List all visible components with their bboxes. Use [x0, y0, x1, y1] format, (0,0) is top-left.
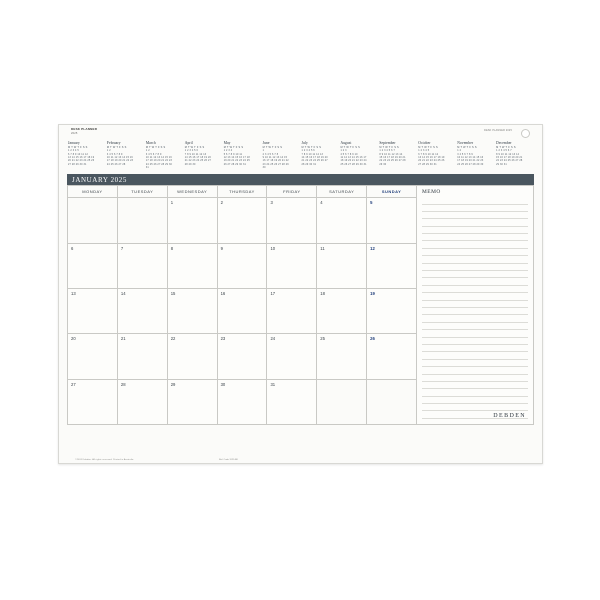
mini-month-weeks: [302, 149, 339, 165]
mini-month-week-row: 6 7 8 9 10 11 12: [68, 152, 88, 156]
mini-month-week-row: 30: [262, 165, 266, 169]
mini-month-week-row: 1 2 3 4 5: [418, 149, 430, 153]
mini-month-week-row: 23 24 25 26 27 28 29: [262, 162, 289, 166]
calendar-day-number: 27: [71, 381, 76, 387]
calendar-week-row: [68, 244, 417, 289]
mini-month-week-row: 15 16 17 18 19 20 21: [496, 155, 523, 159]
mini-month-week-row: 15 16 17 18 19 20 21: [379, 155, 406, 159]
calendar-day-cell[interactable]: [267, 289, 317, 334]
memo-line[interactable]: [422, 286, 528, 293]
calendar-day-number: 30: [220, 381, 226, 387]
calendar-day-number: 3: [270, 200, 273, 206]
mini-month-november: [456, 141, 495, 169]
pad-header-strip: [59, 125, 542, 141]
calendar-day-cell[interactable]: [267, 380, 317, 425]
mini-month-weekday-header: M T W T F S S: [457, 145, 477, 149]
mini-month-week-row: 14 15 16 17 18 19 20: [301, 155, 328, 159]
mini-month-week-row: 1 2 3 4 5 6 7: [496, 149, 512, 153]
mini-month-weeks: [340, 149, 377, 165]
calendar-day-number: 20: [71, 336, 76, 342]
calendar-day-cell[interactable]: [168, 334, 218, 379]
memo-line[interactable]: [422, 256, 528, 263]
mini-month-week-row: 1 2 3: [340, 149, 347, 153]
memo-line[interactable]: [422, 212, 528, 219]
mini-month-week-row: 24 25 26 27 28: [106, 162, 126, 166]
mini-month-weeks: [418, 149, 455, 165]
mini-month-weeks: [224, 149, 261, 165]
calendar-week-row: [68, 334, 417, 379]
mini-month-title: April: [184, 141, 193, 145]
calendar-day-cell[interactable]: [68, 334, 118, 379]
memo-lines[interactable]: [422, 197, 528, 422]
mini-month-title: July: [301, 141, 308, 145]
memo-line[interactable]: [422, 323, 528, 330]
calendar-day-cell-empty[interactable]: [367, 380, 417, 425]
memo-line[interactable]: [422, 249, 528, 256]
mini-month-july: [301, 141, 340, 169]
mini-month-title: December: [496, 141, 512, 145]
mini-month-week-row: 17 18 19 20 21 22 23: [106, 159, 134, 163]
pad-brand-line2: 2025: [71, 131, 78, 135]
month-title: JANUARY 2025: [72, 175, 127, 184]
mini-month-week-row: 16 17 18 19 20 21 22: [262, 159, 289, 163]
calendar-day-cell[interactable]: [317, 334, 367, 379]
mini-month-week-row: 4 5 6 7 8 9 10: [340, 152, 358, 156]
mini-month-week-row: 3 4 5 6 7 8 9: [145, 152, 162, 156]
mini-month-weekday-header: M T W T F S S: [184, 145, 205, 149]
desk-planner-pad: [58, 124, 543, 464]
mini-month-weekday-header: M T W T F S S: [262, 145, 283, 149]
weekday-header-sunday: SUNDAY: [367, 186, 417, 198]
weekday-header-tuesday: TUESDAY: [118, 186, 168, 198]
calendar-day-cell[interactable]: [68, 289, 118, 334]
mini-month-week-row: 22 23 24 25 26 27 28: [496, 159, 523, 163]
calendar-day-number: 5: [370, 200, 373, 206]
calendar-day-cell[interactable]: [267, 198, 317, 243]
mini-month-week-row: 3 4 5 6 7 8 9: [106, 152, 123, 156]
calendar-day-number: 28: [120, 381, 126, 387]
calendar-day-cell[interactable]: [118, 289, 168, 334]
memo-line[interactable]: [422, 397, 528, 404]
calendar-day-number: 14: [120, 290, 126, 296]
mini-month-weekday-header: M T W T F S S: [418, 145, 438, 149]
mini-month-february: [106, 141, 145, 169]
mini-month-week-row: 31: [145, 165, 149, 169]
mini-month-week-row: 12 13 14 15 16 17 18: [223, 155, 250, 159]
mini-month-week-row: 1 2: [457, 149, 462, 153]
mini-month-october: [417, 141, 456, 169]
mini-month-weeks: [379, 149, 416, 165]
calendar-week-row: [68, 380, 417, 425]
memo-line[interactable]: [422, 345, 528, 352]
mini-month-weekday-header: M T W T F S S: [145, 145, 166, 149]
mini-month-week-row: 29 30: [379, 162, 387, 166]
mini-month-weeks: [68, 149, 105, 165]
mini-month-week-row: 21 22 23 24 25 26 27: [184, 159, 211, 163]
mini-month-may: [223, 141, 262, 169]
calendar-day-cell[interactable]: [367, 244, 417, 289]
memo-line[interactable]: [422, 315, 528, 322]
weekday-header-thursday: THURSDAY: [218, 186, 268, 198]
calendar-day-number: 26: [370, 336, 375, 342]
calendar-day-cell[interactable]: [317, 198, 367, 243]
mini-month-week-row: 1 2 3 4 5: [68, 149, 79, 153]
calendar-day-number: 13: [71, 290, 76, 296]
memo-line[interactable]: [422, 375, 528, 382]
mini-month-week-row: 7 8 9 10 11 12 13: [301, 152, 324, 156]
mini-month-weeks: [146, 149, 183, 169]
calendar-day-number: 10: [270, 245, 276, 251]
mini-month-week-row: 27 28 29 30 31: [68, 162, 87, 166]
calendar-day-cell[interactable]: [317, 289, 367, 334]
year-planner-band: [67, 141, 534, 172]
mini-month-week-row: 17 18 19 20 21 22 23: [145, 159, 173, 163]
mini-month-march: [145, 141, 184, 169]
calendar-day-number: 29: [170, 381, 176, 387]
mini-month-week-row: 17 18 19 20 21 22 23: [457, 159, 484, 163]
mini-month-week-row: 10 11 12 13 14 15 16: [106, 155, 133, 159]
copyright-footnote: ©2024 Debden. All rights reserved. Printed in Australia.: [75, 459, 135, 461]
calendar-day-cell[interactable]: [367, 289, 417, 334]
calendar-day-number: 2: [220, 200, 223, 206]
memo-line[interactable]: [422, 330, 528, 337]
mini-month-week-row: 11 12 13 14 15 16 17: [340, 155, 367, 159]
calendar-day-cell[interactable]: [267, 244, 317, 289]
calendar-day-cell[interactable]: [218, 380, 268, 425]
calendar-day-cell[interactable]: [168, 244, 218, 289]
calendar-day-number: 19: [370, 290, 375, 296]
calendar-day-cell[interactable]: [218, 334, 268, 379]
calendar-day-number: 4: [320, 200, 323, 206]
calendar-day-cell[interactable]: [68, 380, 118, 425]
mini-month-title: January: [68, 141, 80, 145]
calendar-day-cell-empty[interactable]: [118, 198, 168, 243]
mini-month-week-row: 8 9 10 11 12 13 14: [379, 152, 403, 156]
pad-brand-block: [71, 128, 97, 135]
weekday-header-row: [68, 186, 417, 198]
mini-month-week-row: 1 2 3 4 5 6 7: [379, 149, 396, 153]
calendar-day-number: 1: [170, 200, 174, 206]
mini-month-week-row: 1 2 3 4: [223, 149, 233, 153]
mini-month-week-row: 24 25 26 27 28 29 30: [145, 162, 173, 166]
calendar-day-cell[interactable]: [218, 244, 268, 289]
calendar-week-row: [68, 289, 417, 334]
mini-month-weeks: [457, 149, 494, 165]
calendar-day-number: 17: [270, 290, 276, 296]
mini-month-weeks: [185, 149, 222, 165]
mini-month-week-row: 28 29 30 31: [301, 162, 317, 166]
mini-month-title: September: [379, 141, 396, 145]
mini-month-december: [495, 141, 534, 169]
pad-header-right-label: DESK PLANNER 2025: [484, 129, 512, 132]
mini-month-week-row: 20 21 22 23 24 25 26: [418, 159, 445, 163]
mini-month-weekday-header: M T W T F S S: [223, 145, 244, 149]
memo-line[interactable]: [422, 338, 528, 345]
mini-month-week-row: 1: [262, 149, 265, 153]
memo-line[interactable]: [422, 264, 528, 271]
calendar-day-cell[interactable]: [168, 380, 218, 425]
weekday-header-monday: MONDAY: [68, 186, 118, 198]
mini-month-weekday-header: M T W T F S S: [340, 145, 361, 149]
mini-month-title: March: [145, 141, 156, 145]
mini-month-week-row: 2 3 4 5 6 7 8: [262, 152, 279, 156]
mini-month-title: May: [223, 141, 231, 145]
calendar-day-number: 12: [370, 245, 375, 251]
calendar-day-number: 21: [120, 336, 126, 342]
debden-logo: DEBDEN: [493, 413, 526, 420]
memo-line[interactable]: [422, 308, 528, 315]
mini-month-title: February: [106, 141, 121, 145]
mini-month-week-row: 1 2: [106, 149, 111, 153]
calendar-day-cell[interactable]: [168, 198, 218, 243]
mini-month-week-row: 6 7 8 9 10 11 12: [418, 152, 439, 156]
mini-month-week-row: 20 21 22 23 24 25 26: [68, 159, 95, 163]
calendar-day-cell[interactable]: [267, 334, 317, 379]
mini-month-week-row: 9 10 11 12 13 14 15: [262, 155, 288, 159]
calendar-day-number: 23: [220, 336, 226, 342]
mini-month-week-row: 10 11 12 13 14 15 16: [145, 155, 172, 159]
mini-month-week-row: 1 2 3 4 5 6: [301, 149, 315, 153]
mini-month-week-row: 27 28 29 30 31: [418, 162, 437, 166]
calendar-week-row: [68, 198, 417, 243]
memo-line[interactable]: [422, 219, 528, 226]
memo-line[interactable]: [422, 241, 528, 248]
memo-line[interactable]: [422, 197, 528, 204]
calendar-day-number: 6: [71, 245, 74, 251]
mini-month-week-row: 29 30 31: [496, 162, 507, 166]
mini-month-weeks: [263, 149, 300, 169]
calendar-day-cell[interactable]: [68, 244, 118, 289]
calendar-day-number: 16: [220, 290, 226, 296]
memo-line[interactable]: [422, 382, 528, 389]
memo-line[interactable]: [422, 293, 528, 300]
mini-month-weeks: [496, 149, 533, 165]
mini-month-september: [378, 141, 417, 169]
calendar-day-cell-empty[interactable]: [317, 380, 367, 425]
month-title-bar: [67, 174, 534, 185]
mini-month-august: [339, 141, 378, 169]
mini-month-title: June: [262, 141, 270, 145]
calendar-day-number: 11: [320, 245, 325, 251]
calendar-day-cell[interactable]: [218, 289, 268, 334]
mini-month-weekday-header: M T W T F S S: [379, 145, 399, 149]
hang-hole-icon: [521, 129, 530, 138]
calendar-day-number: 22: [170, 336, 176, 342]
mini-month-week-row: 3 4 5 6 7 8 9: [457, 152, 473, 156]
month-grid: [67, 185, 417, 425]
mini-month-january: [67, 141, 106, 169]
mini-month-week-row: 22 23 24 25 26 27 28: [379, 159, 406, 163]
calendar-day-number: 31: [270, 381, 276, 387]
mini-month-week-row: 19 20 21 22 23 24 25: [223, 159, 250, 163]
calendar-day-number: 9: [220, 245, 223, 251]
mini-month-week-row: 26 27 28 29 30 31: [223, 162, 247, 166]
weekday-header-wednesday: WEDNESDAY: [168, 186, 218, 198]
calendar-day-number: 15: [170, 290, 176, 296]
pad-brand-line1: DESK PLANNER: [71, 127, 98, 131]
mini-month-week-row: 21 22 23 24 25 26 27: [301, 159, 328, 163]
memo-line[interactable]: [422, 389, 528, 396]
memo-line[interactable]: [422, 271, 528, 278]
calendar-day-number: 25: [320, 336, 325, 342]
calendar-day-number: 24: [270, 336, 276, 342]
memo-title: MEMO: [422, 189, 441, 196]
memo-line[interactable]: [422, 205, 528, 212]
mini-month-weekday-header: M T W T F S S: [68, 145, 88, 149]
calendar-day-cell[interactable]: [367, 334, 417, 379]
calendar-day-cell[interactable]: [118, 244, 168, 289]
memo-line[interactable]: [422, 360, 528, 367]
calendar-day-cell[interactable]: [218, 198, 268, 243]
mini-month-week-row: 7 8 9 10 11 12 13: [184, 152, 207, 156]
mini-month-april: [184, 141, 223, 169]
calendar-day-cell[interactable]: [168, 289, 218, 334]
calendar-day-number: 18: [320, 290, 325, 296]
memo-line[interactable]: [422, 227, 528, 234]
mini-month-week-row: 13 14 15 16 17 18 19: [418, 155, 445, 159]
mini-month-week-row: 10 11 12 13 14 15 16: [457, 155, 484, 159]
mini-month-weeks: [107, 149, 144, 165]
mini-month-weekday-header: M T W T F S S: [496, 145, 516, 149]
weekday-header-saturday: SATURDAY: [317, 186, 367, 198]
mini-month-week-row: 13 14 15 16 17 18 19: [68, 155, 95, 159]
mini-month-week-row: 1 2: [145, 149, 150, 153]
mini-month-week-row: 1 2 3 4 5 6: [184, 149, 199, 153]
memo-line[interactable]: [422, 234, 528, 241]
calendar-day-cell[interactable]: [118, 380, 168, 425]
memo-line[interactable]: [422, 352, 528, 359]
mini-month-title: August: [340, 141, 352, 145]
calendar-day-cell[interactable]: [317, 244, 367, 289]
calendar-day-cell-empty[interactable]: [68, 198, 118, 243]
memo-line[interactable]: [422, 367, 528, 374]
mini-month-title: October: [418, 141, 431, 145]
mini-month-week-row: 28 29 30: [184, 162, 196, 166]
mini-month-week-row: 24 25 26 27 28 29 30: [457, 162, 484, 166]
memo-panel: [417, 185, 534, 425]
product-code-footnote: Ref. Code 3125-BK: [219, 459, 238, 461]
calendar-day-cell[interactable]: [367, 198, 417, 243]
memo-line[interactable]: [422, 301, 528, 308]
mini-month-week-row: 25 26 27 28 29 30 31: [340, 162, 367, 166]
mini-month-weekday-header: M T W T F S S: [106, 145, 127, 149]
mini-month-week-row: 14 15 16 17 18 19 20: [184, 155, 211, 159]
calendar-day-number: 8: [170, 245, 174, 251]
mini-month-title: November: [457, 141, 474, 145]
mini-month-week-row: 18 19 20 21 22 23 24: [340, 159, 367, 163]
memo-line[interactable]: [422, 404, 528, 411]
calendar-day-cell[interactable]: [118, 334, 168, 379]
calendar-and-memo: [67, 185, 534, 425]
memo-line[interactable]: [422, 278, 528, 285]
calendar-day-number: 7: [120, 245, 124, 251]
mini-month-week-row: 8 9 10 11 12 13 14: [496, 152, 520, 156]
mini-month-june: [262, 141, 301, 169]
mini-month-week-row: 5 6 7 8 9 10 11: [223, 152, 243, 156]
weekday-header-friday: FRIDAY: [267, 186, 317, 198]
mini-month-weekday-header: M T W T F S S: [301, 145, 322, 149]
